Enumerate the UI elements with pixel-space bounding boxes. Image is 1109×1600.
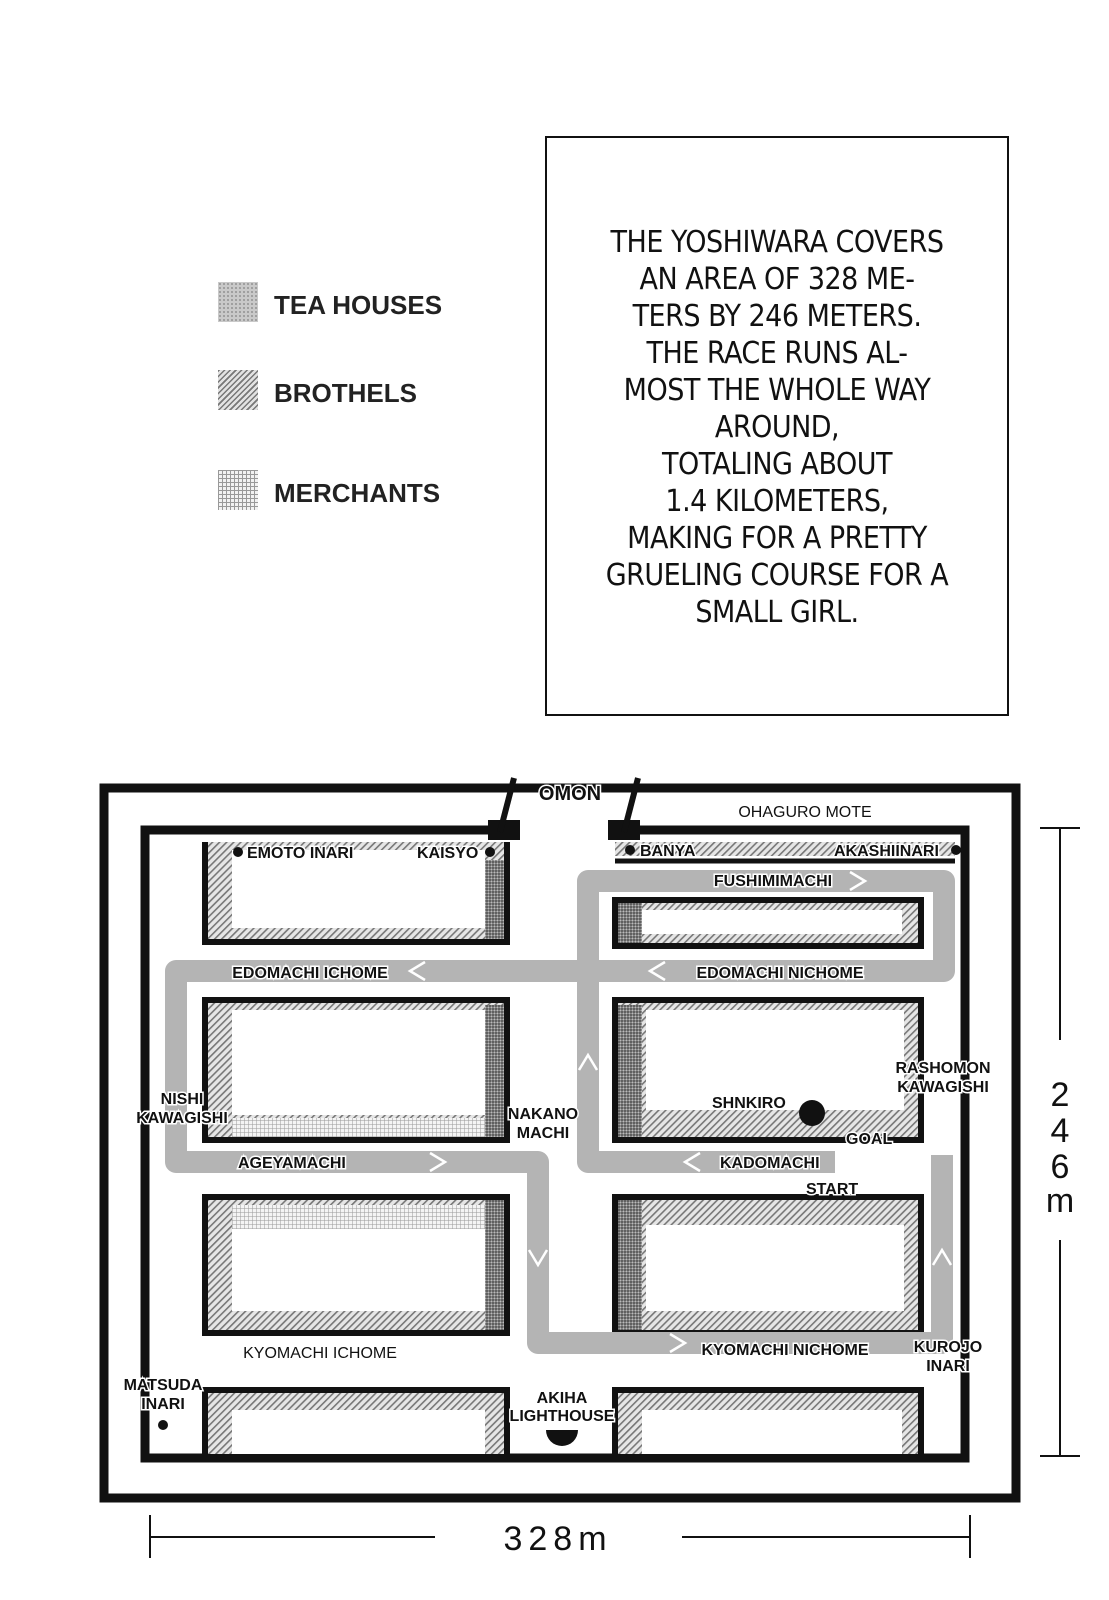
goal-label: GOAL	[846, 1131, 893, 1148]
caption-line: THE RACE RUNS AL-	[646, 336, 908, 371]
width-label: 328m	[503, 1520, 613, 1558]
start-label: START	[806, 1181, 859, 1198]
emoto-inari-label: EMOTO INARI	[247, 845, 354, 862]
lighthouse-icon	[546, 1430, 578, 1446]
caption-line: THE YOSHIWARA COVERS	[610, 225, 944, 260]
akashiinari-marker	[951, 845, 961, 855]
matsuda-label: MATSUDA	[123, 1377, 203, 1394]
legend-label: TEA HOUSES	[274, 290, 443, 320]
caption-line: SMALL GIRL.	[695, 595, 859, 630]
kadomachi-label: KADOMACHI	[720, 1155, 820, 1172]
height-digit: 2	[1050, 1076, 1070, 1114]
kyomachi-nichome-label: KYOMACHI NICHOME	[701, 1342, 869, 1359]
caption-line: 1.4 KILOMETERS,	[665, 484, 889, 519]
matsuda-inari-label: INARI	[141, 1396, 185, 1413]
lighthouse-label: LIGHTHOUSE	[509, 1408, 615, 1425]
rashomon-kawagishi-label: KAWAGISHI	[897, 1079, 989, 1096]
block-edo-left	[205, 1000, 507, 1140]
akashiinari-label: AKASHIINARI	[834, 843, 939, 860]
nishi-label: NISHI	[160, 1091, 204, 1108]
legend-label: BROTHELS	[274, 378, 417, 408]
machi-label: MACHI	[516, 1125, 570, 1142]
kaisyo-label: KAISYO	[417, 845, 479, 862]
legend-label: MERCHANTS	[274, 478, 441, 508]
kaisyo-marker	[485, 847, 495, 857]
edomachi-ichome-label: EDOMACHI ICHOME	[232, 965, 388, 982]
height-digit: m	[1045, 1182, 1075, 1220]
height-label	[1046, 1076, 1074, 1220]
height-digit: 4	[1050, 1112, 1070, 1150]
kurojo-label: KUROJO	[913, 1339, 983, 1356]
caption-line: TERS BY 246 METERS.	[632, 299, 922, 334]
matsuda-inari-marker	[158, 1420, 168, 1430]
block-edo-right	[615, 1000, 921, 1140]
rashomon-label: RASHOMON	[895, 1060, 991, 1077]
caption-line: MAKING FOR A PRETTY	[627, 521, 927, 556]
shnkiro-marker	[799, 1100, 825, 1126]
ohaguro-mote-label: OHAGURO MOTE	[738, 804, 872, 821]
block-kado-right	[615, 1197, 921, 1333]
block-age-left	[205, 1197, 507, 1333]
nakano-label: NAKANO	[507, 1106, 579, 1123]
caption-line: GRUELING COURSE FOR A	[605, 558, 949, 593]
nishi-kawagishi-label: KAWAGISHI	[136, 1110, 228, 1127]
fushimimachi-label: FUSHIMIMACHI	[713, 873, 833, 890]
emoto-inari-marker	[233, 847, 243, 857]
block-bottom-right	[615, 1390, 921, 1454]
ageyamachi-label: AGEYAMACHI	[238, 1155, 346, 1172]
height-digit: 6	[1050, 1148, 1070, 1186]
kyomachi-ichome-label: KYOMACHI ICHOME	[243, 1345, 397, 1362]
omon-label: OMON	[538, 783, 602, 805]
caption-line: MOST THE WHOLE WAY	[623, 373, 931, 408]
kurojo-inari-label: INARI	[926, 1358, 970, 1375]
caption-line: AROUND,	[714, 410, 840, 445]
edomachi-nichome-label: EDOMACHI NICHOME	[696, 965, 864, 982]
caption-line: TOTALING ABOUT	[662, 447, 892, 482]
banya-marker	[625, 845, 635, 855]
banya-label: BANYA	[640, 843, 696, 860]
akiha-label: AKIHA	[536, 1390, 588, 1407]
caption-line: AN AREA OF 328 ME-	[639, 262, 915, 297]
shnkiro-label: SHNKIRO	[712, 1095, 786, 1112]
block-fushimi	[615, 900, 921, 946]
block-bottom-left	[205, 1390, 507, 1454]
